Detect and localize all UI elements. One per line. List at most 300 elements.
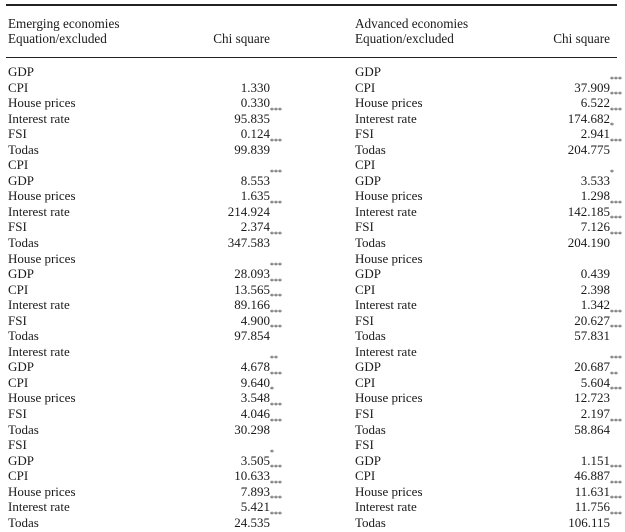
advanced-variable-label: FSI [355, 312, 374, 328]
emerging-chi-value [240, 447, 274, 469]
emerging-chi-number: 7.893 [240, 483, 270, 499]
emerging-variable-label: Todas [8, 421, 39, 437]
emerging-chi-number: 2.374 [240, 219, 270, 235]
advanced-chi-number: 6.522 [580, 95, 610, 111]
advanced-chi-value-cell [574, 307, 622, 329]
advanced-chi-value-cell [567, 105, 622, 127]
emerging-chi-number: 95.835 [234, 110, 270, 126]
emerging-chi-value [240, 369, 282, 391]
emerging-table-row [8, 198, 292, 220]
advanced-variable-label: Todas [355, 514, 386, 530]
emerging-variable-label: FSI [8, 126, 27, 142]
advanced-chi-number: 37.909 [574, 79, 610, 95]
emerging-significance-stars: *** [270, 401, 282, 411]
emerging-chi-number: 347.583 [227, 235, 270, 251]
emerging-table-row [8, 126, 292, 142]
advanced-chi-number: 204.775 [567, 141, 610, 157]
advanced-significance-stars: *** [610, 509, 622, 519]
advanced-chi-number: 3.533 [580, 172, 610, 188]
emerging-chi-value [234, 292, 282, 313]
emerging-chi-number: 1.635 [240, 188, 270, 204]
emerging-chi-value-cell [234, 105, 282, 127]
advanced-variable-label: FSI [355, 126, 374, 142]
emerging-significance-stars: *** [270, 369, 282, 379]
emerging-table-row [8, 157, 292, 173]
advanced-significance-stars: *** [610, 354, 622, 364]
emerging-variable-label: House prices [8, 95, 76, 111]
emerging-chi-number: 4.900 [240, 312, 270, 328]
advanced-variable-label: GDP [355, 452, 382, 468]
advanced-table-row [355, 463, 622, 484]
emerging-chi-value [240, 167, 282, 189]
advanced-table-row [355, 230, 622, 251]
emerging-significance-stars: *** [270, 261, 282, 271]
emerging-chi-value-cell [240, 167, 282, 189]
advanced-variable-label: Interest rate [355, 499, 417, 515]
advanced-chi-value [581, 188, 610, 204]
advanced-equation-label: Interest rate [355, 343, 417, 359]
advanced-variable-label: CPI [355, 281, 376, 297]
advanced-group-title: Advanced economies [355, 16, 469, 31]
advanced-chi-number: 1.342 [580, 297, 610, 313]
emerging-chi-value-cell [240, 478, 282, 500]
advanced-chi-number: 0.439 [580, 266, 610, 282]
emerging-significance-stars: * [270, 447, 274, 457]
emerging-chi-number: 3.548 [240, 390, 270, 406]
emerging-variable-label: Todas [8, 514, 39, 530]
advanced-chi-value-cell [574, 463, 622, 484]
emerging-significance-stars: *** [270, 167, 282, 177]
emerging-chi-value-cell [240, 307, 282, 329]
emerging-chi-number: 97.854 [234, 328, 270, 344]
emerging-chi-value [240, 494, 282, 515]
advanced-chi-number: 7.126 [580, 219, 610, 235]
emerging-chi-value-cell [234, 323, 282, 344]
emerging-variable-label: FSI [8, 312, 27, 328]
emerging-chi-value [234, 509, 282, 531]
advanced-chi-value [567, 105, 622, 127]
advanced-significance-stars: *** [610, 198, 622, 208]
advanced-table-row [355, 509, 622, 531]
advanced-table-row [355, 74, 622, 96]
advanced-chi-value [574, 323, 622, 344]
emerging-chi-value-cell [234, 136, 282, 158]
advanced-chi-value [574, 463, 622, 484]
advanced-significance-stars: *** [610, 90, 622, 100]
advanced-significance-stars: *** [610, 307, 622, 317]
emerging-significance-stars: *** [270, 463, 282, 473]
advanced-table-row [355, 251, 610, 267]
advanced-table-row [355, 198, 622, 220]
advanced-chi-number: 12.723 [574, 390, 610, 406]
emerging-variable-label: GDP [8, 452, 35, 468]
emerging-chi-value-cell [240, 401, 282, 422]
emerging-significance-stars: *** [270, 307, 282, 317]
advanced-table-row [355, 453, 610, 469]
emerging-chi-value [241, 80, 270, 96]
advanced-chi-number: 58.864 [574, 421, 610, 437]
emerging-significance-stars: *** [270, 509, 282, 519]
advanced-equation-label: House prices [355, 250, 423, 266]
emerging-table-row [8, 136, 292, 158]
emerging-equation-label: House prices [8, 250, 76, 266]
advanced-variable-label: Interest rate [355, 297, 417, 313]
emerging-chi-value [227, 198, 282, 220]
advanced-chi-value [574, 307, 622, 329]
advanced-table-row [355, 297, 610, 313]
emerging-chi-value [240, 307, 282, 329]
advanced-chi-value [567, 198, 622, 220]
advanced-chi-value-cell [567, 230, 622, 251]
emerging-chi-value [241, 219, 270, 235]
table-header-rule [6, 57, 617, 58]
advanced-equation-header: Equation/excluded [355, 31, 454, 46]
emerging-chi-value-cell [241, 126, 270, 142]
advanced-table-row [355, 214, 622, 235]
emerging-chi-value-cell [240, 369, 282, 391]
emerging-variable-label: Interest rate [8, 203, 70, 219]
emerging-significance-stars: *** [270, 323, 282, 333]
emerging-chi-value [234, 105, 282, 127]
emerging-significance-stars: *** [270, 276, 282, 286]
advanced-chi-value [574, 416, 622, 438]
advanced-chi-value [574, 385, 622, 406]
advanced-chi-value-cell [581, 282, 610, 298]
emerging-chi-value-cell [241, 188, 270, 204]
advanced-chi-number: 106.115 [568, 514, 610, 530]
advanced-chi-value-cell [580, 369, 618, 391]
advanced-chi-value-cell [574, 416, 622, 438]
advanced-variable-label: Todas [355, 141, 386, 157]
emerging-table-row [8, 494, 292, 515]
emerging-table-row [8, 261, 292, 282]
emerging-table-row [8, 276, 292, 298]
emerging-variable-label: Interest rate [8, 110, 70, 126]
advanced-chi-number: 2.197 [580, 406, 610, 422]
emerging-chi-value-cell [240, 385, 274, 406]
emerging-variable-label: Interest rate [8, 499, 70, 515]
advanced-variable-label: CPI [355, 468, 376, 484]
emerging-significance-stars: *** [270, 416, 282, 426]
emerging-table-row [8, 219, 292, 235]
advanced-chi-number: 2.941 [580, 126, 610, 142]
advanced-table-row [355, 369, 618, 391]
emerging-significance-stars: *** [270, 292, 282, 302]
advanced-variable-label: CPI [355, 79, 376, 95]
emerging-chi-number: 89.166 [234, 297, 270, 313]
advanced-table-row [355, 307, 622, 329]
emerging-chi-number: 30.298 [234, 421, 270, 437]
advanced-chi-value [574, 74, 622, 96]
emerging-chi-number: 0.124 [240, 126, 270, 142]
advanced-variable-label: Todas [355, 421, 386, 437]
advanced-chi-value [581, 406, 610, 422]
emerging-table-row [8, 80, 292, 96]
emerging-chi-number: 28.093 [234, 266, 270, 282]
emerging-chi-value-cell [234, 292, 282, 313]
advanced-variable-label: House prices [355, 390, 423, 406]
advanced-chi-value [581, 453, 610, 469]
emerging-chi-value-cell [234, 509, 282, 531]
advanced-significance-stars: *** [610, 105, 622, 115]
emerging-table-row [8, 463, 292, 484]
advanced-variable-label: CPI [355, 374, 376, 390]
emerging-variable-label: House prices [8, 188, 76, 204]
advanced-significance-stars: *** [610, 494, 622, 504]
advanced-chi-value-cell [574, 478, 622, 500]
advanced-chi-value-cell [574, 494, 622, 515]
advanced-table-row [355, 266, 610, 282]
advanced-significance-stars: *** [610, 478, 622, 488]
advanced-chi-number: 11.631 [574, 483, 610, 499]
advanced-table-row [355, 323, 622, 344]
emerging-chi-value-cell [241, 80, 270, 96]
emerging-chi-number: 13.565 [234, 281, 270, 297]
emerging-chi-value [241, 95, 270, 111]
advanced-equation-label: CPI [355, 157, 376, 173]
advanced-variable-label: FSI [355, 219, 374, 235]
emerging-chi-number: 9.640 [240, 374, 270, 390]
advanced-significance-stars: *** [610, 323, 622, 333]
advanced-table-row [355, 188, 610, 204]
emerging-variable-label: GDP [8, 266, 35, 282]
advanced-chi-value-cell [574, 74, 622, 96]
advanced-equation-label: FSI [355, 437, 374, 453]
emerging-chi-value-cell [234, 261, 282, 282]
advanced-chi-number: 46.887 [574, 468, 610, 484]
emerging-equation-label: FSI [8, 437, 27, 453]
advanced-chi-value [581, 297, 610, 313]
emerging-chi-value [234, 276, 282, 298]
advanced-chi-value [581, 266, 610, 282]
advanced-chi-value-cell [580, 214, 622, 235]
advanced-variable-label: House prices [355, 188, 423, 204]
emerging-chi-value [240, 478, 282, 500]
emerging-chi-value [241, 188, 270, 204]
emerging-chi-number: 3.505 [240, 452, 270, 468]
advanced-chi-value-cell [568, 509, 622, 531]
emerging-table-row [8, 354, 292, 375]
advanced-chi-value [568, 509, 622, 531]
advanced-chi-value [574, 494, 622, 515]
advanced-variable-label: Interest rate [355, 110, 417, 126]
advanced-chi-number: 57.831 [574, 328, 610, 344]
emerging-table-row [8, 447, 292, 469]
emerging-header [8, 16, 292, 46]
emerging-table-row [8, 369, 292, 391]
emerging-table-row [8, 416, 292, 438]
advanced-rows [355, 64, 622, 530]
advanced-table-row [355, 437, 610, 453]
advanced-chi-value-cell [581, 188, 610, 204]
emerging-variable-label: Interest rate [8, 297, 70, 313]
emerging-significance-stars: *** [270, 198, 282, 208]
emerging-chi-header: Chi square [213, 31, 270, 46]
emerging-variable-label: CPI [8, 374, 29, 390]
advanced-significance-stars: *** [610, 136, 622, 146]
emerging-table-row [8, 95, 292, 111]
advanced-table-row [355, 157, 610, 173]
emerging-chi-value [234, 136, 282, 158]
advanced-significance-stars: *** [610, 74, 622, 84]
advanced-table-row [355, 494, 622, 515]
emerging-chi-number: 4.678 [240, 359, 270, 375]
emerging-significance-stars: *** [270, 230, 282, 240]
emerging-table-row [8, 307, 292, 329]
emerging-chi-value [234, 323, 282, 344]
advanced-chi-value [574, 478, 622, 500]
advanced-significance-stars: * [610, 167, 614, 177]
emerging-rows [8, 64, 292, 530]
advanced-table-row [355, 105, 622, 127]
emerging-table-row [8, 105, 292, 127]
emerging-table-row [8, 385, 292, 406]
emerging-equation-label: Interest rate [8, 343, 70, 359]
emerging-chi-value-cell [227, 230, 282, 251]
advanced-chi-number: 2.398 [580, 281, 610, 297]
advanced-chi-number: 20.627 [574, 312, 610, 328]
emerging-equation-label: CPI [8, 157, 29, 173]
advanced-chi-value-cell [574, 385, 622, 406]
emerging-table-row [8, 251, 292, 267]
advanced-variable-label: House prices [355, 95, 423, 111]
advanced-significance-stars: *** [610, 214, 622, 224]
advanced-chi-value [580, 90, 622, 111]
emerging-table-row [8, 478, 292, 500]
emerging-chi-number: 214.924 [227, 203, 270, 219]
emerging-variable-label: GDP [8, 172, 35, 188]
advanced-chi-value [574, 354, 622, 375]
advanced-chi-value-cell [581, 266, 610, 282]
emerging-significance-stars: *** [270, 136, 282, 146]
emerging-table-row [8, 323, 292, 344]
advanced-chi-number: 20.687 [574, 359, 610, 375]
advanced-significance-stars: *** [610, 230, 622, 240]
emerging-variable-label: FSI [8, 219, 27, 235]
advanced-significance-stars: *** [610, 416, 622, 426]
advanced-variable-label: GDP [355, 266, 382, 282]
emerging-equation-label: GDP [8, 64, 35, 79]
emerging-chi-number: 1.330 [240, 79, 270, 95]
emerging-table-row [8, 401, 292, 422]
advanced-table-row [355, 385, 622, 406]
emerging-chi-number: 10.633 [234, 468, 270, 484]
advanced-significance-stars: *** [610, 385, 622, 395]
emerging-chi-number: 8.553 [240, 172, 270, 188]
emerging-significance-stars: *** [270, 494, 282, 504]
advanced-chi-value-cell [580, 121, 614, 142]
emerging-chi-number: 4.046 [240, 406, 270, 422]
emerging-chi-value [240, 354, 278, 375]
advanced-significance-stars: ** [610, 369, 618, 379]
emerging-variable-label: House prices [8, 390, 76, 406]
emerging-chi-value-cell [241, 95, 270, 111]
emerging-table-row [8, 167, 292, 189]
advanced-chi-value [567, 230, 622, 251]
advanced-chi-number: 142.185 [567, 203, 610, 219]
advanced-chi-value-cell [581, 297, 610, 313]
emerging-chi-value [234, 261, 282, 282]
emerging-chi-value-cell [234, 416, 282, 438]
advanced-chi-value-cell [580, 90, 622, 111]
advanced-chi-value-cell [567, 198, 622, 220]
advanced-variable-label: Todas [355, 328, 386, 344]
advanced-significance-stars: * [610, 121, 614, 131]
emerging-chi-value [234, 463, 282, 484]
advanced-chi-number: 5.604 [580, 374, 610, 390]
emerging-variable-label: CPI [8, 281, 29, 297]
emerging-variable-label: Todas [8, 328, 39, 344]
emerging-significance-stars: *** [270, 478, 282, 488]
emerging-chi-value-cell [241, 219, 270, 235]
advanced-chi-value-cell [574, 354, 622, 375]
emerging-table-row [8, 437, 292, 453]
advanced-chi-value-cell [581, 453, 610, 469]
advanced-table-row [355, 344, 610, 360]
advanced-equation-label: GDP [355, 64, 382, 79]
advanced-header [355, 16, 610, 46]
advanced-table-row [355, 90, 622, 111]
advanced-chi-value [567, 136, 622, 158]
advanced-table-row [355, 478, 622, 500]
emerging-table-row [8, 64, 292, 80]
emerging-variable-label: Todas [8, 235, 39, 251]
emerging-chi-value-cell [234, 276, 282, 298]
advanced-chi-value [580, 369, 618, 391]
advanced-variable-label: House prices [355, 483, 423, 499]
advanced-chi-value [580, 167, 614, 189]
advanced-chi-header: Chi square [553, 31, 610, 46]
emerging-variable-label: CPI [8, 79, 29, 95]
advanced-variable-label: GDP [355, 359, 382, 375]
advanced-chi-value [580, 214, 622, 235]
emerging-significance-stars: *** [270, 105, 282, 115]
advanced-table-row [355, 121, 614, 142]
emerging-chi-value [234, 416, 282, 438]
emerging-table-row [8, 230, 292, 251]
advanced-chi-number: 11.756 [574, 499, 610, 515]
table-top-rule [6, 4, 617, 6]
emerging-variable-label: House prices [8, 483, 76, 499]
advanced-table-row [355, 64, 610, 80]
advanced-variable-label: GDP [355, 172, 382, 188]
emerging-chi-number: 99.839 [234, 141, 270, 157]
advanced-variable-label: Interest rate [355, 203, 417, 219]
advanced-chi-number: 204.190 [567, 235, 610, 251]
emerging-significance-stars: ** [270, 354, 278, 364]
emerging-chi-value [227, 230, 282, 251]
emerging-table-row [8, 188, 292, 204]
emerging-variable-label: CPI [8, 468, 29, 484]
emerging-table-row [8, 292, 292, 313]
advanced-chi-value-cell [574, 323, 622, 344]
emerging-chi-value-cell [240, 354, 278, 375]
advanced-variable-label: Todas [355, 235, 386, 251]
advanced-chi-value-cell [580, 167, 614, 189]
advanced-table-row [355, 354, 622, 375]
advanced-variable-label: FSI [355, 406, 374, 422]
advanced-chi-value [580, 121, 614, 142]
advanced-table-row [355, 167, 614, 189]
emerging-variable-label: Todas [8, 141, 39, 157]
emerging-chi-value-cell [240, 494, 282, 515]
emerging-variable-label: GDP [8, 359, 35, 375]
emerging-table-row [8, 509, 292, 531]
emerging-chi-number: 5.421 [240, 499, 270, 515]
emerging-chi-value [240, 385, 274, 406]
emerging-equation-header: Equation/excluded [8, 31, 107, 46]
advanced-table-row [355, 406, 610, 422]
